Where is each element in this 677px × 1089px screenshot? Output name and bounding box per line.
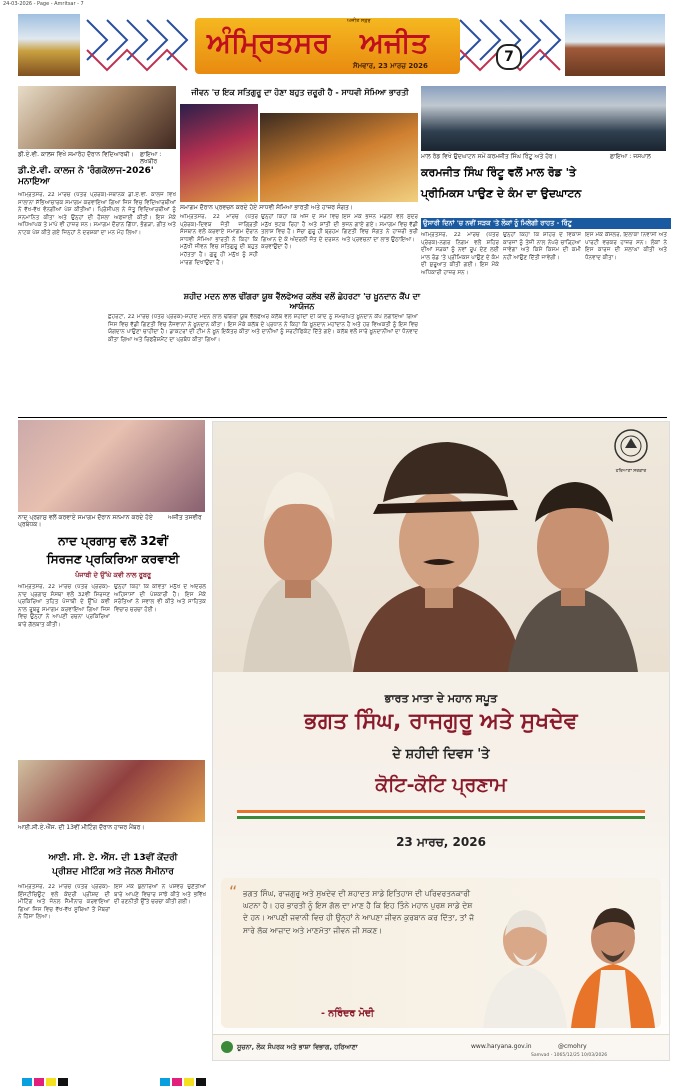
right-col3: ਇਸ ਮੌਕੇ ਕੌਂਸਲਰ, ਇਲਾਕਾ ਨਿਵਾਸੀ ਅਤੇ ਪਾਰਟੀ ਵਰਕਰ ਹਾਜ਼ਰ ਸਨ। ਲੋਕਾਂ ਨੇ ਇਸ ਕਾਰਜ ਦੀ ਸ਼ਲਾਘਾ ਕੀਤੀ ਅਤੇ ਧੰਨਵਾਦ ਕੀਤਾ।	[585, 232, 667, 261]
masthead	[0, 10, 677, 85]
right-photo-credit: ਛਾਇਆ : ਜਸਪਾਲ	[610, 153, 651, 160]
center-photo-left	[180, 104, 258, 202]
registration-bar	[0, 1075, 677, 1089]
center-photo-right	[260, 113, 418, 202]
footer-dept: ਸੂਚਨਾ, ਲੋਕ ਸੰਪਰਕ ਅਤੇ ਭਾਸ਼ਾ ਵਿਭਾਗ, ਹਰਿਆਣਾ	[237, 1043, 358, 1051]
bottom-left-headline-line1: ਆਈ. ਸੀ. ਏ. ਐੱਸ. ਦੀ 13ਵੀਂ ਕੇਂਦਰੀ	[48, 853, 178, 863]
top-left-photo	[18, 86, 176, 149]
bottom-left-photo-caption: ਆਈ.ਸੀ.ਏ.ਐੱਸ. ਦੀ 13ਵੀਂ ਮੀਟਿੰਗ ਦੌਰਾਨ ਹਾਜ਼ਰ ਮੈਂਬਰ।	[18, 824, 145, 831]
quote-open-icon: “	[229, 882, 238, 901]
quote-author: - ਨਰਿੰਦਰ ਮੋਦੀ	[321, 1008, 375, 1019]
left-mid-subhead: ਪੰਜਾਬੀ ਦੇ ਉੱਘੇ ਕਵੀ ਨਾਲ ਰੂਬਰੂ	[75, 571, 151, 579]
haryana-emblem	[611, 426, 651, 466]
masthead-title-part1: ਅੰਮ੍ਰਿਤਸਰ	[207, 26, 330, 59]
leaders-illustration	[483, 878, 661, 1028]
right-subhead: ਉਸਾਰੀ ਦਿਨਾਂ 'ਚ ਨਵੀਂ ਸੜਕ 'ਤੇ ਲੋਕਾਂ ਨੂੰ ਮਿਲੇਗੀ ਰਾਹਤ - ਰਿੰਟੂ	[421, 218, 671, 229]
masthead-date: ਸੋਮਵਾਰ, 23 ਮਾਰਚ 2026	[353, 62, 428, 70]
tricolour-band	[237, 810, 645, 819]
divider-horizontal	[18, 417, 667, 418]
swatch-yellow	[46, 1078, 56, 1086]
right-col1: ਅੰਮ੍ਰਿਤਸਰ, 22 ਮਾਰਚ (ਪੱਤਰ ਪ੍ਰੇਰਕ)-ਨਗਰ ਨਿਗਮ ਵਲੋਂ ਸ਼ਹਿਰ ਦੀਆਂ ਸੜਕਾਂ ਨੂੰ ਨਵਾਂ ਰੂਪ ਦੇਣ ਲਈ ਮਾਲ ਰੋਡ 'ਤੇ ਪ੍ਰੀਮਿਕਸ ਪਾਉਣ ਦੇ ਕੰਮ ਦੀ ਸ਼ੁਰੂਆਤ ਕੀਤੀ ਗਈ। ਇਸ ਮੌਕੇ ਅਧਿਕਾਰੀ ਹਾਜ਼ਰ ਸਨ।	[421, 232, 499, 276]
portrait-right	[508, 482, 638, 672]
footer-link-1[interactable]: www.haryana.gov.in	[471, 1043, 532, 1050]
left-mid-col1: ਅੰਮ੍ਰਿਤਸਰ, 22 ਮਾਰਚ (ਪੱਤਰ ਪ੍ਰੇਰਕ)-ਨਾਦ ਪ੍ਰਗਾਸੁ ਸੰਸਥਾ ਵਲੋਂ 32ਵੀਂ ਸਿਰਜਣ ਪ੍ਰਕਿਰਿਆ ਤਹਿਤ ਪੰਜਾਬੀ ਦੇ ਉੱਘੇ ਕਵੀ ਨਾਲ ਰੂਬਰੂ ਸਮਾਗਮ ਕਰਵਾਇਆ ਗਿਆ ਜਿਸ ਵਿਚ ਉਨ੍ਹਾਂ ਨੇ ਆਪਣੀ ਰਚਨਾ ਪ੍ਰਕਿਰਿਆ ਬਾਰੇ ਗੱਲਬਾਤ ਕੀਤੀ।	[18, 584, 110, 628]
right-headline-line2: ਪ੍ਰੀਮਿਕਸ ਪਾਉਣ ਦੇ ਕੰਮ ਦਾ ਉਦਘਾਟਨ	[421, 187, 582, 200]
center-col3: ਇਸ ਮੌਕੇ ਭਜਨ ਮੰਡਲੀ ਵਲੋਂ ਸੁੰਦਰ ਭਜਨ ਗਾਏ ਗਏ। ਸਮਾਗਮ ਵਿਚ ਵੱਡੀ ਗਿਣਤੀ ਵਿਚ ਸੰਗਤ ਨੇ ਹਾਜ਼ਰੀ ਭਰੀ ਅਤੇ ਪ੍ਰਵਚਨਾਂ ਦਾ ਲਾਭ ਉਠਾਇਆ।	[342, 214, 418, 243]
center-col1: ਅੰਮ੍ਰਿਤਸਰ, 22 ਮਾਰਚ (ਪੱਤਰ ਪ੍ਰੇਰਕ)-ਦਿਵਯ ਜੋਤੀ ਜਾਗ੍ਰਿਤੀ ਸੰਸਥਾਨ ਵਲੋਂ ਕਰਵਾਏ ਸਮਾਗਮ ਦੌਰਾਨ ਸਾਧਵੀ ਸੋਮਿਆ ਭਾਰਤੀ ਨੇ ਕਿਹਾ ਕਿ ਮਨੁੱਖੀ ਜੀਵਨ ਵਿਚ ਸਤਿਗੁਰੂ ਦੀ ਬਹੁਤ ਮਹੱਤਤਾ ਹੈ। ਗੁਰੂ ਹੀ ਮਨੁੱਖ ਨੂੰ ਸਹੀ ਮਾਰਗ ਦਿਖਾਉਂਦਾ ਹੈ।	[180, 214, 258, 266]
masthead-pattern-left	[82, 10, 192, 85]
portraits-illustration	[213, 422, 669, 672]
page-number: 7	[504, 49, 514, 65]
left-mid-headline-line2: ਸਿਰਜਣ ਪ੍ਰਕਿਰਿਆ ਕਰਵਾਈ	[46, 552, 180, 566]
top-left-headline: ਡੀ.ਏ.ਵੀ. ਕਾਲਜ ਨੇ 'ਰੰਗਕੋਲਾਜ-2026' ਮਨਾਇਆ	[18, 166, 154, 187]
tribute-advertisement	[212, 421, 670, 1061]
swatch-cyan	[22, 1078, 32, 1086]
footer-link-2[interactable]: @cmohry	[558, 1043, 587, 1050]
portrait-center	[353, 442, 523, 672]
swatch-black-2	[196, 1078, 206, 1086]
leader-right	[571, 908, 655, 1028]
swatch-magenta	[34, 1078, 44, 1086]
footer-code: Samvad - 1065/12/25 10/03/2026	[531, 1053, 608, 1058]
ad-line1: ਭਾਰਤ ਮਾਤਾ ਦੇ ਮਹਾਨ ਸਪੂਤ	[384, 692, 498, 705]
masthead-title-box	[195, 18, 460, 74]
portrait-left	[243, 472, 353, 672]
right-col2: ਉਨ੍ਹਾਂ ਕਿਹਾ ਕਿ ਸ਼ਹਿਰ ਦੇ ਵਿਕਾਸ ਕਾਰਜਾਂ ਨੂੰ ਤੇਜ਼ੀ ਨਾਲ ਨੇਪਰੇ ਚਾੜ੍ਹਿਆ ਜਾਵੇਗਾ ਅਤੇ ਕਿਸੇ ਕਿਸਮ ਦੀ ਕਮੀ ਨਹੀਂ ਆਉਣ ਦਿੱਤੀ ਜਾਵੇਗੀ।	[503, 232, 581, 261]
top-left-body: ਅੰਮ੍ਰਿਤਸਰ, 22 ਮਾਰਚ (ਪੱਤਰ ਪ੍ਰੇਰਕ)-ਸਥਾਨਕ ਡੀ.ਏ.ਵੀ. ਕਾਲਜ ਵਿਖੇ ਸਾਲਾਨਾ ਸੱਭਿਆਚਾਰਕ ਸਮਾਗਮ ਕਰਵਾਇਆ ਗਿਆ ਜਿਸ ਵਿਚ ਵਿਦਿਆਰਥੀਆਂ ਨੇ ਵੱਖ-ਵੱਖ ਵੰਨਗੀਆਂ ਪੇਸ਼ ਕੀਤੀਆਂ। ਪ੍ਰਿੰਸੀਪਲ ਨੇ ਜੇਤੂ ਵਿਦਿਆਰਥੀਆਂ ਨੂੰ ਸਨਮਾਨਿਤ ਕੀਤਾ ਅਤੇ ਉਨ੍ਹਾਂ ਦੀ ਹੌਸਲਾ ਅਫਜ਼ਾਈ ਕੀਤੀ। ਇਸ ਮੌਕੇ ਅਧਿਆਪਕ ਤੇ ਮਾਪੇ ਵੀ ਹਾਜ਼ਰ ਸਨ। ਸਮਾਗਮ ਦੌਰਾਨ ਗਿੱਧਾ, ਭੰਗੜਾ, ਗੀਤ ਅਤੇ ਨਾਟਕ ਪੇਸ਼ ਕੀਤੇ ਗਏ ਜਿਨ੍ਹਾਂ ਨੇ ਦਰਸ਼ਕਾਂ ਦਾ ਮਨ ਮੋਹ ਲਿਆ।	[18, 192, 176, 236]
quote-box	[221, 878, 661, 1028]
masthead-left-photo	[18, 14, 80, 76]
right-headline-line1: ਕਰਮਜੀਤ ਸਿੰਘ ਰਿੰਟੂ ਵਲੋਂ ਮਾਲ ਰੋਡ 'ਤੇ	[421, 166, 577, 179]
emblem-icon	[611, 426, 651, 466]
masthead-right-photo	[565, 14, 665, 76]
footer-logo-icon	[221, 1041, 233, 1053]
right-photo	[421, 86, 666, 151]
center-col2: ਉਨ੍ਹਾਂ ਕਿਹਾ ਕਿ ਅੱਜ ਦੇ ਸਮੇਂ ਵਿਚ ਮਨੁੱਖ ਭਟਕ ਰਿਹਾ ਹੈ ਅਤੇ ਸ਼ਾਂਤੀ ਦੀ ਤਲਾਸ਼ ਵਿਚ ਹੈ। ਸੱਚਾ ਗੁਰੂ ਹੀ ਬ੍ਰਹਮ ਗਿਆਨ ਦੇ ਕੇ ਅੰਦਰਲੀ ਜੋਤ ਦੇ ਦਰਸ਼ਨ ਕਰਵਾਉਂਦਾ ਹੈ।	[261, 214, 339, 251]
left-mid-headline-line1: ਨਾਦ ਪ੍ਰਗਾਸੁ ਵਲੋਂ 32ਵੀਂ	[58, 534, 168, 548]
bottom-left-headline-line2: ਪ੍ਰੀਸ਼ਦ ਮੀਟਿੰਗ ਅਤੇ ਜੋਨਲ ਸੈਮੀਨਾਰ	[52, 867, 174, 877]
mid-headline: ਸ਼ਹੀਦ ਮਦਨ ਲਾਲ ਢੀਂਗਰਾ ਯੂਥ ਵੈੱਲਫੇਅਰ ਕਲੱਬ ਵਲੋਂ ਛੇਹਰਟਾ 'ਚ ਖ਼ੂਨਦਾਨ ਕੈਂਪ ਦਾ ਆਯੋਜਨ	[183, 292, 421, 311]
top-left-photo-credit: ਛਾਇਆ : ਲਖਬੀਰ	[140, 151, 162, 165]
left-mid-photo-credit: ਅਜੀਤ ਤਸਵੀਰ	[168, 514, 202, 521]
left-mid-col2: ਉਨ੍ਹਾਂ ਕਿਹਾ ਕਿ ਕਵਿਤਾ ਮਨੁੱਖ ਦੇ ਅੰਦਰਲੇ ਅਹਿਸਾਸਾਂ ਦੀ ਪੇਸ਼ਕਾਰੀ ਹੈ। ਇਸ ਮੌਕੇ ਸਰੋਤਿਆਂ ਨੇ ਸਵਾਲ ਵੀ ਕੀਤੇ ਅਤੇ ਸਾਹਿਤਕ ਵਿਚਾਰ ਚਰਚਾ ਹੋਈ।	[114, 584, 206, 613]
swatch-yellow-2	[184, 1078, 194, 1086]
quote-text: ਭਗਤ ਸਿੰਘ, ਰਾਜਗੁਰੂ ਅਤੇ ਸੁਖਦੇਵ ਦੀ ਸ਼ਹਾਦਤ ਸਾਡੇ ਇਤਿਹਾਸ ਦੀ ਪਰਿਵਰਤਨਕਾਰੀ ਘਟਨਾ ਹੈ। ਹਰ ਭਾਰਤੀ ਨੂੰ ਇਸ ਗੱਲ ਦਾ ਮਾਣ ਹੈ ਕਿ ਇਹ ਤਿੰਨੇ ਮਹਾਨ ਪੁਰਸ਼ ਸਾਡੇ ਦੇਸ਼ ਦੇ ਹਨ। ਆਪਣੀ ਜਵਾਨੀ ਵਿਚ ਹੀ ਉਨ੍ਹਾਂ ਨੇ ਆਪਣਾ ਜੀਵਨ ਕੁਰਬਾਨ ਕਰ ਦਿੱਤਾ, ਤਾਂ ਜੋ ਸਾਰੇ ਲੋਕ ਆਜ਼ਾਦ ਅਤੇ ਮਾਣਮੱਤਾ ਜੀਵਨ ਜੀ ਸਕਣ।	[243, 889, 475, 935]
center-headline: ਜੀਵਨ 'ਚ ਇਕ ਸਤਿਗੁਰੂ ਦਾ ਹੋਣਾ ਬਹੁਤ ਜ਼ਰੂਰੀ ਹੈ - ਸਾਧਵੀ ਸੋਮਿਆ ਭਾਰਤੀ	[191, 88, 409, 97]
right-photo-caption: ਮਾਲ ਰੋਡ ਵਿਖੇ ਉਦਘਾਟਨ ਸਮੇਂ ਕਰਮਜੀਤ ਸਿੰਘ ਰਿੰਟੂ ਅਤੇ ਹੋਰ।	[421, 153, 557, 160]
ad-line4: ਕੋਟਿ-ਕੋਟਿ ਪ੍ਰਣਾਮ	[375, 774, 507, 796]
ad-line2: ਭਗਤ ਸਿੰਘ, ਰਾਜਗੁਰੂ ਅਤੇ ਸੁਖਦੇਵ	[304, 709, 578, 734]
mid-body: ਛੇਹਰਟਾ, 22 ਮਾਰਚ (ਪੱਤਰ ਪ੍ਰੇਰਕ)-ਸ਼ਹੀਦ ਮਦਨ ਲਾਲ ਢੀਂਗਰਾ ਯੂਥ ਵੈੱਲਫੇਅਰ ਕਲੱਬ ਵਲੋਂ ਸ਼ਹੀਦਾਂ ਦੀ ਯਾਦ ਨੂੰ ਸਮਰਪਿਤ ਖ਼ੂਨਦਾਨ ਕੈਂਪ ਲਗਾਇਆ ਗਿਆ ਜਿਸ ਵਿਚ ਵੱਡੀ ਗਿਣਤੀ ਵਿਚ ਨੌਜਵਾਨਾਂ ਨੇ ਖ਼ੂਨਦਾਨ ਕੀਤਾ। ਇਸ ਮੌਕੇ ਕਲੱਬ ਦੇ ਪ੍ਰਧਾਨ ਨੇ ਕਿਹਾ ਕਿ ਖ਼ੂਨਦਾਨ ਮਹਾਂਦਾਨ ਹੈ ਅਤੇ ਹਰ ਵਿਅਕਤੀ ਨੂੰ ਇਸ ਵਿਚ ਯੋਗਦਾਨ ਪਾਉਣਾ ਚਾਹੀਦਾ ਹੈ। ਡਾਕਟਰਾਂ ਦੀ ਟੀਮ ਨੇ ਖ਼ੂਨ ਇਕੱਤਰ ਕੀਤਾ ਅਤੇ ਦਾਨੀਆਂ ਨੂੰ ਸਰਟੀਫਿਕੇਟ ਦਿੱਤੇ ਗਏ। ਕਲੱਬ ਵਲੋਂ ਸਾਰੇ ਖ਼ੂਨਦਾਨੀਆਂ ਦਾ ਧੰਨਵਾਦ ਕੀਤਾ ਗਿਆ ਅਤੇ ਰਿਫਰੈਸ਼ਮੈਂਟ ਦਾ ਪ੍ਰਬੰਧ ਕੀਤਾ ਗਿਆ।	[108, 314, 418, 343]
print-strip	[0, 0, 677, 10]
top-left-photo-caption: ਡੀ.ਏ.ਵੀ. ਕਾਲਜ ਵਿਖੇ ਸਮਾਰੋਹ ਦੌਰਾਨ ਵਿਦਿਆਰਥੀ।	[18, 151, 134, 158]
page-number-badge	[496, 44, 522, 70]
emblem-caption: ਹਰਿਆਣਾ ਸਰਕਾਰ	[615, 469, 647, 474]
ad-date: 23 ਮਾਰਚ, 2026	[396, 835, 486, 849]
left-mid-photo	[18, 420, 205, 512]
bottom-left-photo	[18, 760, 205, 822]
ad-line3: ਦੇ ਸ਼ਹੀਦੀ ਦਿਵਸ 'ਤੇ	[392, 747, 490, 762]
swatch-black	[58, 1078, 68, 1086]
ad-footer	[213, 1034, 669, 1061]
left-mid-photo-caption: ਨਾਦ ਪ੍ਰਗਾਸੁ ਵਲੋਂ ਕਰਵਾਏ ਸਮਾਗਮ ਦੌਰਾਨ ਸਨਮਾਨ ਕਰਦੇ ਹੋਏ ਪ੍ਰਬੰਧਕ।	[18, 514, 153, 528]
masthead-title-part2: ਅਜੀਤ	[360, 26, 429, 59]
bottom-left-col1: ਅੰਮ੍ਰਿਤਸਰ, 22 ਮਾਰਚ (ਪੱਤਰ ਪ੍ਰੇਰਕ)-ਇੰਸਟੀਚਿਊਟ ਵਲੋਂ ਕੇਂਦਰੀ ਪ੍ਰੀਸ਼ਦ ਦੀ ਮੀਟਿੰਗ ਅਤੇ ਜੋਨਲ ਸੈਮੀਨਾਰ ਕਰਵਾਇਆ ਗਿਆ ਜਿਸ ਵਿਚ ਵੱਖ-ਵੱਖ ਸੂਬਿਆਂ ਤੋਂ ਮੈਂਬਰਾਂ ਨੇ ਹਿੱਸਾ ਲਿਆ।	[18, 884, 110, 921]
swatch-magenta-2	[172, 1078, 182, 1086]
masthead-edition-label: ਅਜੀਤ ਸਫ਼ਰ	[347, 18, 371, 24]
bottom-left-col2: ਇਸ ਮੌਕੇ ਬੁਲਾਰਿਆਂ ਨੇ ਪੇਸ਼ੇਵਰ ਚੁਣੌਤੀਆਂ ਬਾਰੇ ਆਪਣੇ ਵਿਚਾਰ ਸਾਂਝੇ ਕੀਤੇ ਅਤੇ ਭਵਿੱਖ ਦੀ ਰਣਨੀਤੀ ਉੱਤੇ ਚਰਚਾ ਕੀਤੀ ਗਈ।	[114, 884, 206, 906]
swatch-cyan-2	[160, 1078, 170, 1086]
center-photo-caption: ਸਮਾਗਮ ਦੌਰਾਨ ਪ੍ਰਵਚਨ ਕਰਦੇ ਹੋਏ ਸਾਧਵੀ ਸੋਮਿਆ ਭਾਰਤੀ ਅਤੇ ਹਾਜ਼ਰ ਸੰਗਤ।	[180, 204, 353, 211]
print-strip-text: 24-03-2026 - Page - Amritsar - 7	[3, 1, 84, 7]
leader-left	[483, 910, 567, 1028]
